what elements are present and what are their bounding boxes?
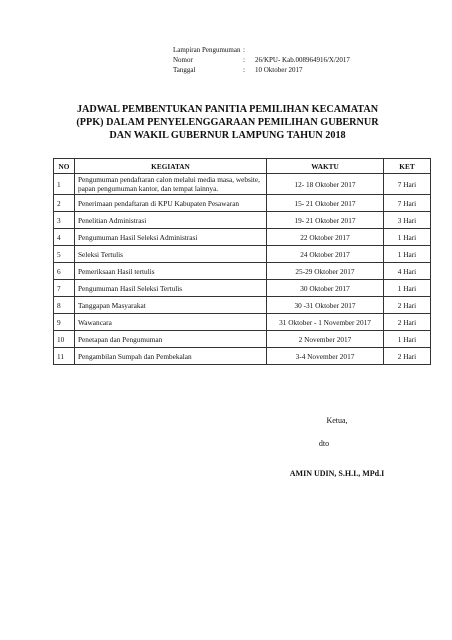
signature-dto: dto: [318, 439, 330, 448]
table-row: [54, 314, 431, 331]
cell-waktu: 30 Oktober 2017: [267, 280, 384, 297]
table-row: [54, 280, 431, 297]
lampiran-colon: :: [243, 46, 245, 54]
tanggal-label: Tanggal: [173, 66, 196, 74]
cell-waktu: 30 -31 Oktober 2017: [267, 297, 384, 314]
cell-ket: 4 Hari: [384, 263, 431, 280]
signature-block: [233, 416, 433, 478]
cell-no: 5: [54, 246, 75, 263]
tanggal-value: 10 Oktober 2017: [255, 66, 303, 74]
cell-kegiatan: Penelitian Administrasi: [75, 212, 267, 229]
table-row: [54, 263, 431, 280]
nomor-row: [173, 55, 350, 65]
cell-waktu: 12- 18 Oktober 2017: [267, 174, 384, 195]
cell-waktu: 22 Oktober 2017: [267, 229, 384, 246]
nomor-value: 26/KPU- Kab.008964916/X/2017: [255, 56, 350, 64]
signatory-name: AMIN UDIN, S.H.I., MPd.I: [289, 469, 385, 478]
cell-kegiatan: Tanggapan Masyarakat: [75, 297, 267, 314]
cell-no: 1: [54, 174, 75, 195]
cell-kegiatan: Pengumuman pendaftaran calon melalui media masa, website, papan pengumuman kantor, dan tempat lainnya.: [75, 174, 267, 195]
cell-ket: 3 Hari: [384, 212, 431, 229]
table-row: [54, 297, 431, 314]
table-header-row: [54, 159, 431, 174]
cell-no: 7: [54, 280, 75, 297]
header-waktu: WAKTU: [267, 159, 384, 174]
schedule-table: [53, 158, 431, 365]
cell-no: 10: [54, 331, 75, 348]
lampiran-label: Lampiran Pengumuman: [173, 46, 241, 54]
table-row: [54, 212, 431, 229]
cell-kegiatan: Pemeriksaan Hasil tertulis: [75, 263, 267, 280]
table-row: [54, 229, 431, 246]
lampiran-row: [173, 45, 350, 55]
title-line-3: DAN WAKIL GUBERNUR LAMPUNG TAHUN 2018: [109, 130, 346, 141]
document-metadata: [173, 45, 350, 75]
cell-ket: 2 Hari: [384, 314, 431, 331]
table-row: [54, 348, 431, 365]
cell-no: 6: [54, 263, 75, 280]
cell-kegiatan: Pengumuman Hasil Seleksi Tertulis: [75, 280, 267, 297]
cell-ket: 2 Hari: [384, 348, 431, 365]
cell-waktu: 31 Oktober - 1 November 2017: [267, 314, 384, 331]
cell-kegiatan: Seleksi Tertulis: [75, 246, 267, 263]
cell-kegiatan: Pengumuman Hasil Seleksi Administrasi: [75, 229, 267, 246]
cell-ket: 7 Hari: [384, 174, 431, 195]
tanggal-colon: :: [243, 66, 245, 74]
cell-waktu: 25-29 Oktober 2017: [267, 263, 384, 280]
document-title: [40, 103, 415, 142]
cell-waktu: 19- 21 Oktober 2017: [267, 212, 384, 229]
cell-waktu: 15- 21 Oktober 2017: [267, 195, 384, 212]
cell-no: 9: [54, 314, 75, 331]
cell-waktu: 2 November 2017: [267, 331, 384, 348]
cell-ket: 1 Hari: [384, 229, 431, 246]
cell-kegiatan: Penetapan dan Pengumuman: [75, 331, 267, 348]
title-line-1: JADWAL PEMBENTUKAN PANITIA PEMILIHAN KECAMATAN: [76, 104, 379, 115]
header-kegiatan: KEGIATAN: [75, 159, 267, 174]
table-row: [54, 331, 431, 348]
nomor-colon: :: [243, 56, 245, 64]
cell-no: 4: [54, 229, 75, 246]
cell-ket: 1 Hari: [384, 331, 431, 348]
nomor-label: Nomor: [173, 56, 193, 64]
cell-ket: 1 Hari: [384, 246, 431, 263]
signature-title: Ketua,: [326, 416, 348, 425]
table-row: [54, 246, 431, 263]
cell-waktu: 3-4 November 2017: [267, 348, 384, 365]
cell-kegiatan: Pengambilan Sumpah dan Pembekalan: [75, 348, 267, 365]
tanggal-row: [173, 65, 350, 75]
table-row: [54, 174, 431, 195]
cell-waktu: 24 Oktober 2017: [267, 246, 384, 263]
header-ket: KET: [384, 159, 431, 174]
cell-no: 11: [54, 348, 75, 365]
cell-ket: 2 Hari: [384, 297, 431, 314]
cell-ket: 7 Hari: [384, 195, 431, 212]
title-line-2: (PPK) DALAM PENYELENGGARAAN PEMILIHAN GUBERNUR: [76, 117, 379, 128]
cell-ket: 1 Hari: [384, 280, 431, 297]
cell-no: 3: [54, 212, 75, 229]
table-row: [54, 195, 431, 212]
cell-kegiatan: Wawancara: [75, 314, 267, 331]
cell-no: 2: [54, 195, 75, 212]
cell-kegiatan: Penerimaan pendaftaran di KPU Kabupaten Pesawaran: [75, 195, 267, 212]
header-no: NO: [54, 159, 75, 174]
cell-no: 8: [54, 297, 75, 314]
